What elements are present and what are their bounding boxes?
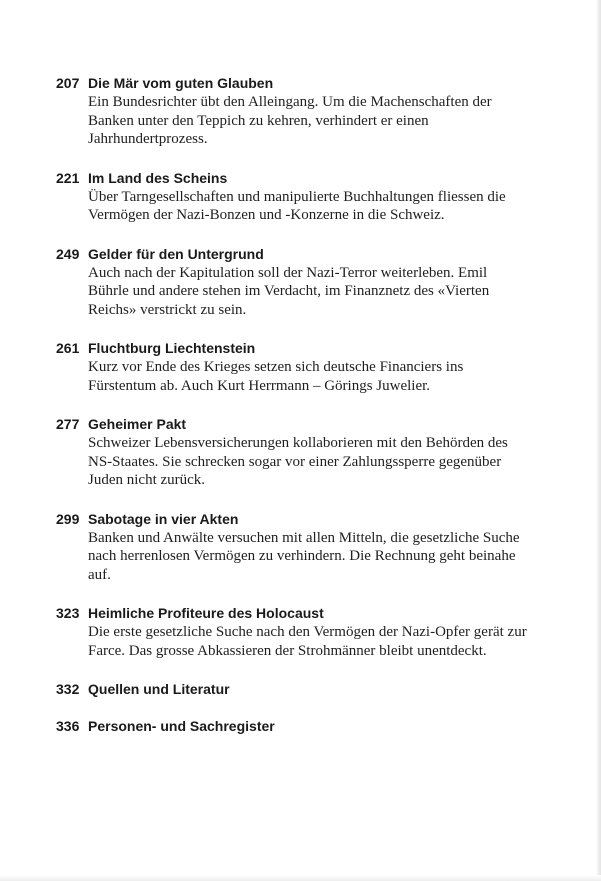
toc-entry-title: Gelder für den Untergrund bbox=[88, 245, 264, 262]
toc-entry[interactable] bbox=[56, 169, 576, 225]
toc-entry-description: Die erste gesetzliche Suche nach den Vermögen der Nazi-Opfer gerät zur Farce. Das grosse Abkassieren der Strohmänner bleibt unentdeckt. bbox=[88, 624, 527, 659]
toc-page-number: 332 bbox=[56, 681, 80, 697]
toc-entry[interactable] bbox=[56, 74, 576, 149]
toc-entry[interactable] bbox=[56, 245, 576, 320]
toc-entry-description: Über Tarngesellschaften und manipulierte Buchhaltungen fliessen die Vermögen der Nazi-Bonzen und -Konzerne in die Schweiz. bbox=[88, 188, 506, 223]
toc-page-number: 207 bbox=[56, 75, 80, 91]
toc-entry[interactable] bbox=[56, 415, 576, 490]
toc-entry-title: Fluchtburg Liechtenstein bbox=[88, 340, 256, 356]
toc-entry-title: Heimliche Profiteure des Holocaust bbox=[88, 605, 324, 621]
toc-entry-description: Ein Bundesrichter übt den Alleingang. Um die Machenschaften der Banken unter den Teppich zu kehren, verhindert er einen Jahrhundertprozess. bbox=[88, 94, 492, 147]
toc-entry-title: Personen- und Sachregister bbox=[88, 718, 275, 734]
toc-page-number: 221 bbox=[56, 169, 80, 186]
page-edge bbox=[597, 0, 601, 881]
toc-entry[interactable] bbox=[56, 604, 576, 660]
toc-entry-title: Quellen und Literatur bbox=[88, 681, 230, 697]
toc-page-number: 277 bbox=[56, 416, 80, 432]
toc-entry-description: Schweizer Lebensversicherungen kollaborieren mit den Behörden des NS-Staates. Sie schrecken sogar vor einer Zahlungssperre gegenüber Juden nicht zurück. bbox=[88, 435, 508, 488]
toc-entry-title: Geheimer Pakt bbox=[88, 416, 187, 432]
toc-entry[interactable] bbox=[56, 717, 576, 736]
toc-entry-title: Sabotage in vier Akten bbox=[88, 510, 239, 527]
page-edge-bottom bbox=[0, 875, 601, 881]
table-of-contents bbox=[56, 74, 576, 754]
toc-entry[interactable] bbox=[56, 339, 576, 395]
toc-page-number: 249 bbox=[56, 245, 80, 262]
toc-entry-description: Kurz vor Ende des Krieges setzen sich deutsche Financiers ins Fürstentum ab. Auch Kurt Herrmann – Görings Juwelier. bbox=[88, 359, 464, 394]
toc-entry-description: Auch nach der Kapitulation soll der Nazi-Terror weiterleben. Emil Bührle und andere stehen im Verdacht, im Finanznetz des «Vierten Reichs» verstrickt zu sein. bbox=[88, 264, 490, 318]
toc-page-number: 323 bbox=[56, 605, 80, 621]
toc-entry-title: Die Mär vom guten Glauben bbox=[88, 75, 274, 91]
toc-entry-description: Banken und Anwälte versuchen mit allen Mitteln, die gesetzliche Suche nach herrenlosen Vermögen zu verhindern. Die Rechnung geht beinahe auf. bbox=[88, 529, 520, 583]
toc-entry[interactable] bbox=[56, 680, 576, 699]
toc-page-number: 336 bbox=[56, 718, 80, 734]
toc-entry[interactable] bbox=[56, 510, 576, 585]
toc-page-number: 299 bbox=[56, 510, 80, 527]
toc-page-number: 261 bbox=[56, 340, 80, 356]
toc-entry-title: Im Land des Scheins bbox=[88, 169, 228, 186]
